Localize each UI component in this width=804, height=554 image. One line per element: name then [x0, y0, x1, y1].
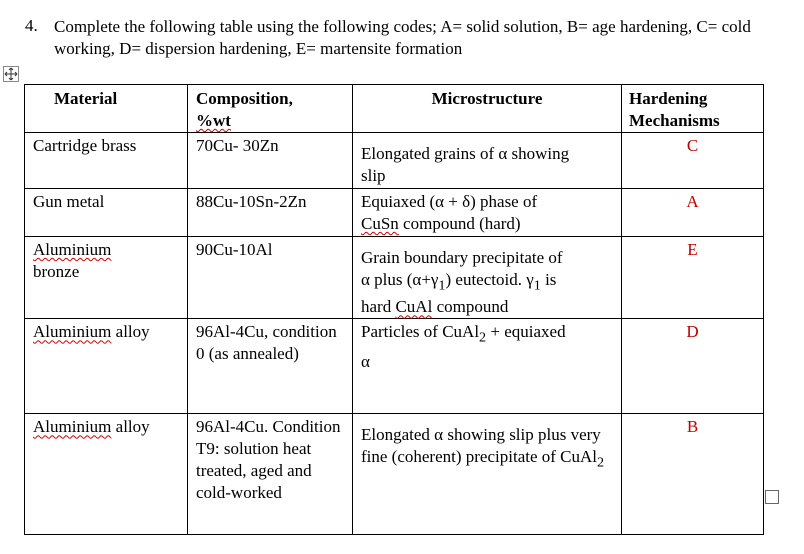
table-row	[25, 414, 764, 535]
cell-mechanism[interactable]: A	[622, 189, 764, 237]
question-number: 4.	[25, 16, 38, 35]
cell-composition[interactable]: 90Cu-10Al	[188, 237, 353, 319]
cell-composition[interactable]: 96Al-4Cu, condition 0 (as annealed)	[188, 319, 353, 414]
micro-subscript: 2	[479, 329, 487, 346]
cell-composition[interactable]: 70Cu- 30Zn	[188, 133, 353, 189]
micro-subscript: 2	[597, 454, 605, 471]
material-word: Aluminium	[33, 240, 112, 259]
micro-line: α	[361, 351, 370, 371]
question-text: Complete the following table using the following codes; A= solid solution, B= age hardening, C= cold working, D= dispersion hardening, E= martensite formation	[54, 17, 751, 58]
micro-line: Equiaxed (α + δ) phase of	[361, 192, 538, 211]
header-composition	[188, 85, 353, 133]
micro-line: Elongated grains of α showing	[361, 144, 570, 163]
table-row	[25, 237, 764, 319]
material-text: alloy	[111, 322, 150, 342]
header-hardening	[622, 85, 764, 133]
header-microstructure: Microstructure	[353, 85, 622, 133]
micro-text: + equiaxed	[486, 322, 566, 342]
material-text: bronze	[33, 262, 80, 281]
cell-mechanism[interactable]: D	[622, 319, 764, 414]
micro-text: Elongated α showing slip plus very fine (coherent) precipitate of CuAl	[361, 425, 601, 467]
micro-subscript: 1	[438, 277, 446, 294]
cell-material[interactable]: Gun metal	[25, 189, 188, 237]
micro-text: hard	[361, 297, 396, 317]
micro-line: Grain boundary precipitate of	[361, 248, 563, 267]
micro-subscript: 1	[533, 277, 541, 294]
micro-text: Particles of CuAl	[361, 322, 480, 342]
material-word: Aluminium	[33, 322, 112, 342]
header-hardening-line1: Hardening	[629, 89, 708, 108]
cell-material[interactable]	[25, 414, 188, 535]
micro-text: α plus (α+γ	[361, 270, 439, 289]
header-row	[25, 85, 764, 133]
table-row	[25, 189, 764, 237]
micro-line: slip	[361, 166, 386, 185]
cell-material[interactable]	[25, 237, 188, 319]
header-composition-line2: %wt	[196, 111, 231, 130]
cell-mechanism[interactable]: B	[622, 414, 764, 535]
hardening-table	[24, 84, 764, 535]
cell-mechanism[interactable]: E	[622, 237, 764, 319]
cell-microstructure[interactable]	[353, 319, 622, 414]
header-composition-line1: Composition,	[196, 89, 293, 108]
header-hardening-line2: Mechanisms	[629, 111, 720, 130]
cell-microstructure[interactable]	[353, 189, 622, 237]
table-row	[25, 133, 764, 189]
table-resize-handle-icon[interactable]	[765, 490, 779, 504]
cell-material[interactable]	[25, 319, 188, 414]
cell-mechanism[interactable]: C	[622, 133, 764, 189]
cell-microstructure[interactable]	[353, 133, 622, 189]
micro-word: CuSn	[361, 214, 399, 233]
header-material: Material	[25, 85, 188, 133]
cell-microstructure[interactable]	[353, 237, 622, 319]
table-row	[25, 319, 764, 414]
material-text: alloy	[111, 417, 150, 437]
table-move-handle-icon[interactable]	[3, 66, 19, 82]
micro-text: compound (hard)	[398, 214, 521, 233]
micro-text: compound	[432, 297, 509, 317]
material-word: Aluminium	[33, 417, 112, 437]
cell-composition[interactable]: 96Al-4Cu. Condition T9: solution heat treated, aged and cold-worked	[188, 414, 353, 535]
micro-word: CuAl	[395, 297, 433, 317]
cell-material[interactable]: Cartridge brass	[25, 133, 188, 189]
cell-microstructure[interactable]	[353, 414, 622, 535]
micro-text: ) eutectoid. γ	[445, 270, 534, 289]
cell-composition[interactable]: 88Cu-10Sn-2Zn	[188, 189, 353, 237]
micro-text: is	[540, 270, 557, 289]
